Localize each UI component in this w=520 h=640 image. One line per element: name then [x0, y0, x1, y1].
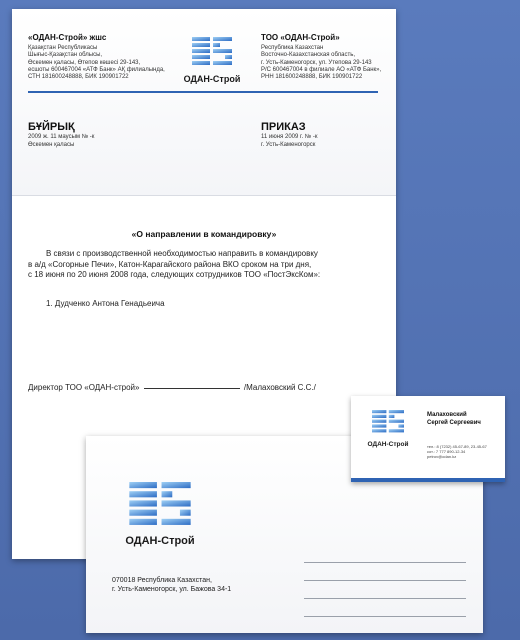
org-name-ru: ТОО «ОДАН-Строй» — [261, 33, 340, 42]
doc-meta-kz — [28, 134, 94, 149]
body-line-1: В связи с производственной необходимостью направить в командировку — [46, 249, 318, 258]
org-line: Республика Казахстан — [261, 45, 324, 52]
company-logo — [172, 37, 252, 84]
letterhead-right-column — [261, 34, 401, 81]
list-item: 1. Дудченко Антона Генадьеича — [46, 299, 165, 308]
doc-type-ru: ПРИКАЗ — [261, 121, 306, 133]
logo-text: ОДАН-Строй — [367, 441, 409, 448]
envelope-logo — [112, 482, 208, 547]
org-line: СТН 181600248888, БИК 190901722 — [28, 74, 129, 81]
doc-date-ru: 11 июня 2009 г. № -к — [261, 134, 318, 140]
card-contacts — [427, 444, 487, 459]
org-name-kz: «ОДАН-Строй» жшс — [28, 33, 107, 42]
card-mobile: сот.: 7 777 890-12-34 — [427, 449, 466, 454]
signature-name: /Малаховский С.С./ — [243, 383, 316, 392]
logo-mark-icon — [129, 482, 191, 528]
card-accent-bar — [351, 478, 505, 482]
card-logo — [365, 410, 411, 448]
logo-text: ОДАН-Строй — [125, 535, 195, 547]
doc-city-ru: г. Усть-Каменогорск — [261, 141, 316, 148]
org-line: есшоты 600467004 «АТФ Банк» АҚ филиалында, — [28, 66, 165, 73]
card-phone: тел.: 8 (7232) 45-67-89, 23-45-67 — [427, 444, 487, 449]
logo-mark-icon — [372, 410, 404, 434]
logo-mark-icon — [192, 37, 232, 67]
card-email: petrov@odan.kz — [427, 454, 457, 459]
org-line: Шығыс-Қазақстан облысы, — [28, 52, 103, 59]
address-line-1: 070018 Республика Казахстан, — [112, 577, 212, 584]
address-line-2: г. Усть-Каменогорск, ул. Бажова 34-1 — [112, 586, 232, 593]
address-rule — [304, 616, 466, 617]
document-title: «О направлении в командировку» — [131, 229, 277, 239]
header-divider — [28, 91, 378, 93]
org-line: Восточно-Казахстанская область, — [261, 52, 356, 59]
signature-prefix: Директор ТОО «ОДАН-строй» — [28, 383, 140, 392]
recipient-address-lines — [304, 562, 466, 634]
doc-city-kz: Өскемен қаласы — [28, 141, 75, 148]
org-line: Р/С 600467004 в филиале АО «АТФ Банк», — [261, 66, 382, 73]
org-line: Өскемен қаласы, Өтепов көшесі 29-143, — [28, 59, 141, 66]
body-line-2: в а/д «Согорные Печи», Катон-Карагайского района ВКО сроком на три дня, — [28, 259, 312, 269]
address-rule — [304, 562, 466, 563]
body-line-3: с 18 июня по 20 июня 2008 года, следующих сотрудников ТОО «ПостЭксКом»: — [28, 270, 321, 279]
fold-line — [12, 195, 396, 196]
address-rule — [304, 580, 466, 581]
org-line: Қазақстан Республикасы — [28, 45, 98, 52]
logo-text: ОДАН-Строй — [183, 74, 241, 84]
card-given-name: Сергей Сергеевич — [427, 419, 481, 426]
doc-type-kz: БҰЙРЫҚ — [28, 121, 75, 133]
document-body — [28, 249, 378, 281]
signature-blank — [144, 388, 240, 389]
card-person-name — [427, 412, 481, 427]
card-surname: Малаховский — [427, 412, 467, 418]
letterhead-left-column — [28, 34, 178, 81]
business-card — [351, 396, 505, 482]
org-line: РНН 181600248888, БИК 190901722 — [261, 74, 363, 81]
doc-date-kz: 2009 ж. 11 маусым № -к — [28, 134, 95, 140]
org-line: г. Усть-Каменогорск, ул. Утепова 29-143 — [261, 59, 372, 66]
doc-meta-ru — [261, 134, 318, 149]
address-rule — [304, 598, 466, 599]
signature-line — [28, 383, 388, 392]
return-address — [112, 576, 231, 594]
